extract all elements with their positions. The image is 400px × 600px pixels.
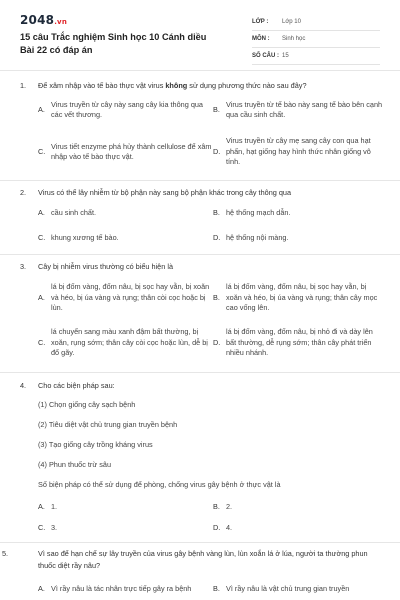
option-letter: D.: [213, 337, 221, 347]
question-text-part: Cây bị nhiễm virus thường có biểu hiện là: [38, 262, 174, 271]
option-letter: C.: [38, 232, 46, 242]
option-a[interactable]: [38, 281, 213, 315]
option-d[interactable]: [213, 134, 383, 170]
option-letter: D.: [213, 522, 221, 532]
option-letter: B.: [213, 583, 220, 593]
statement-item: (1) Chọn giống cây sạch bệnh: [38, 400, 136, 409]
divider: [0, 70, 400, 71]
question-text-part: Cho các biện pháp sau:: [38, 381, 115, 390]
option-letter: C.: [38, 522, 46, 532]
option-c[interactable]: [38, 522, 213, 534]
meta-key: MÔN :: [252, 36, 270, 42]
divider: [0, 542, 400, 543]
option-a[interactable]: [38, 583, 213, 595]
option-text: Virus truyền từ tế bào này sang tế bào bên cạnh qua cầu sinh chất.: [226, 99, 383, 119]
option-letter: D.: [213, 232, 221, 242]
option-letter: D.: [213, 146, 221, 156]
question-text: [2, 548, 385, 571]
question-text-part: sử dụng phương thức nào sau đây?: [187, 81, 307, 90]
meta-row-class: [252, 14, 380, 31]
option-letter: B.: [213, 292, 220, 302]
option-b[interactable]: [213, 98, 383, 122]
question-text: [20, 80, 385, 92]
question-text: [20, 261, 385, 273]
document-title: 15 câu Trắc nghiệm Sinh học 10 Cánh diều Bài 22 có đáp án: [20, 32, 207, 55]
question-number: 1.: [20, 81, 27, 90]
divider: [0, 180, 400, 181]
document-meta: [252, 14, 380, 65]
meta-value: Sinh học: [282, 36, 306, 42]
meta-value: 15: [282, 53, 289, 59]
statement-item: (2) Tiêu diệt vật chủ trung gian truyền bệnh: [38, 420, 178, 429]
option-a[interactable]: [38, 207, 213, 219]
option-letter: A.: [38, 207, 45, 217]
question-text-part: Virus có thể lây nhiễm từ bộ phận này sang bộ phận khác trong cây thông qua: [38, 188, 292, 197]
option-b[interactable]: [213, 281, 383, 315]
option-text: lá chuyển sang màu xanh đậm bất thường, bị xoăn, rụng sớm; thân cây còi cọc hoặc lùn, dễ bị đổ gãy.: [51, 327, 208, 358]
option-text: hệ thống mạch dẫn.: [226, 207, 291, 217]
option-text: 3.: [51, 522, 58, 532]
meta-key: LỚP :: [252, 19, 269, 25]
option-text: cầu sinh chất.: [51, 207, 97, 217]
divider: [0, 372, 400, 373]
logo-tld: .vn: [54, 18, 68, 26]
question-text-emphasis: không: [165, 81, 188, 90]
option-text: Virus truyền từ cây này sang cây kia thông qua các vết thương.: [51, 99, 203, 119]
page-header: [0, 0, 400, 68]
question-number: 2.: [20, 188, 27, 197]
option-text: Virus tiết enzyme phá hủy thành cellulose để xâm nhập vào tế bào thực vật.: [51, 141, 212, 161]
option-text: Virus truyền từ cây mẹ sang cây con qua hạt phấn, hạt giống hay hình thức nhân giống vô tính.: [226, 136, 371, 167]
option-letter: A.: [38, 104, 45, 114]
option-letter: C.: [38, 337, 46, 347]
statement-item: (4) Phun thuốc trừ sâu: [38, 460, 112, 469]
option-text: 4.: [226, 522, 233, 532]
meta-value: Lớp 10: [282, 19, 301, 25]
question-text-part: Vì sao để hạn chế sự lây truyền của virus gây bệnh vàng lùn, lùn xoắn lá ở lúa, người ta thường phun thuốc diệt rầy nâu?: [38, 549, 368, 570]
meta-row-subject: [252, 31, 380, 48]
divider: [0, 254, 400, 255]
question-prompt: Số biện pháp có thể sử dụng để phòng, chống virus gây bệnh ở thực vật là: [38, 480, 281, 489]
option-c[interactable]: [38, 326, 213, 360]
question-text: [20, 187, 385, 199]
option-letter: B.: [213, 104, 220, 114]
meta-key: SỐ CÂU :: [252, 53, 279, 59]
option-d[interactable]: [213, 522, 383, 534]
option-letter: B.: [213, 207, 220, 217]
question-number: 4.: [20, 381, 27, 390]
question-text: [20, 380, 385, 392]
option-letter: B.: [213, 501, 220, 511]
option-text: Vì rầy nâu là tác nhân trực tiếp gây ra bệnh: [51, 583, 192, 593]
option-text: hệ thống nội màng.: [226, 232, 289, 242]
option-letter: A.: [38, 501, 45, 511]
question-number: 3.: [20, 262, 27, 271]
question-number: 5.: [2, 549, 9, 558]
option-text: lá bị đốm vàng, đốm nâu, bị sọc hay vằn, bị xoăn và héo, bị úa vàng và rụng; thân cây mọc cao vống lên.: [226, 282, 378, 313]
site-logo[interactable]: [20, 13, 67, 27]
option-d[interactable]: [213, 232, 383, 244]
option-text: khung xương tế bào.: [51, 232, 119, 242]
option-b[interactable]: [213, 583, 383, 595]
option-letter: A.: [38, 292, 45, 302]
statement-item: (3) Tạo giống cây trồng kháng virus: [38, 440, 153, 449]
option-letter: C.: [38, 146, 46, 156]
option-a[interactable]: [38, 501, 213, 513]
option-b[interactable]: [213, 207, 383, 219]
question-text-part: Để xâm nhập vào tế bào thực vật virus: [38, 81, 166, 90]
meta-row-count: [252, 48, 380, 65]
option-c[interactable]: [38, 134, 213, 170]
option-c[interactable]: [38, 232, 213, 244]
option-a[interactable]: [38, 98, 213, 122]
option-b[interactable]: [213, 501, 383, 513]
option-letter: A.: [38, 583, 45, 593]
logo-text: 2048: [20, 13, 55, 27]
option-text: Vì rầy nâu là vật chủ trung gian truyền: [226, 583, 350, 593]
option-text: 2.: [226, 501, 233, 511]
option-d[interactable]: [213, 326, 383, 360]
option-text: lá bị đốm vàng, đốm nâu, bị sọc hay vằn, bị xoăn và héo, bị úa vàng và rụng; thân còi cọc hoặc bị lùn.: [51, 282, 210, 313]
option-text: 1.: [51, 501, 58, 511]
option-text: lá bị đốm vàng, đốm nâu, bị nhỏ đi và dày lên bất thường, dễ rụng sớm; thân cây phát triển nhiều nhánh.: [226, 327, 373, 358]
